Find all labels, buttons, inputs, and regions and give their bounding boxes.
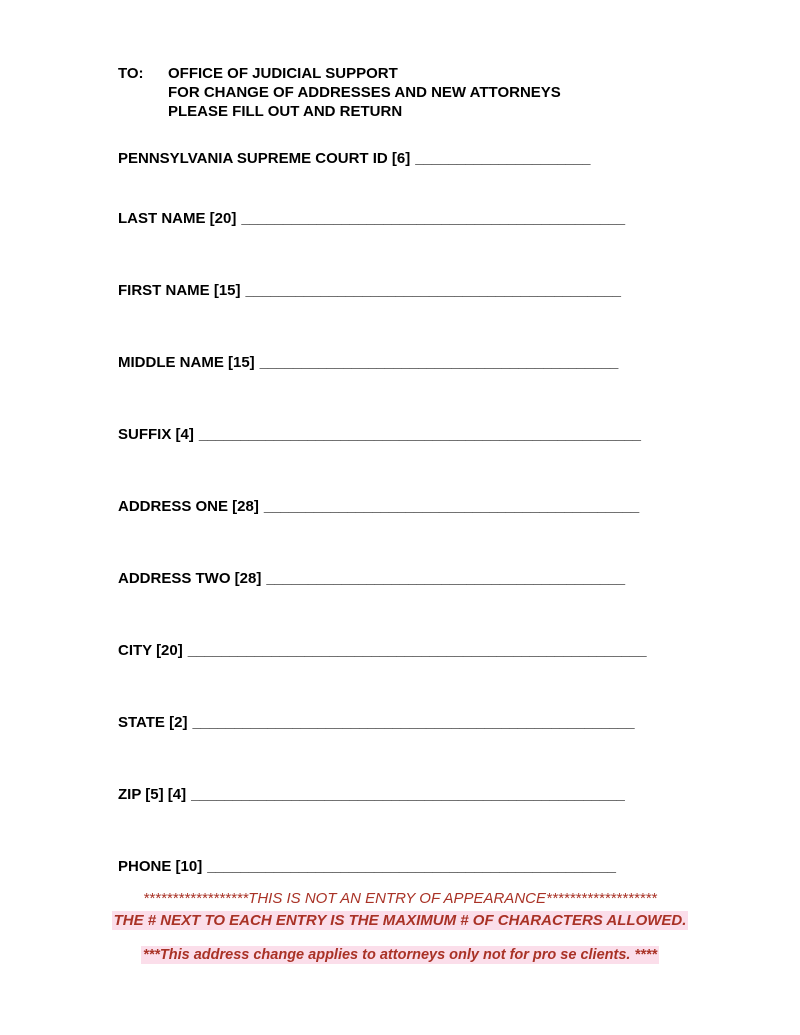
field-row-middle-name — [118, 353, 745, 372]
field-label-phone: PHONE [10] — [118, 858, 203, 875]
field-blank-address-two: ___________________________________________ — [266, 570, 626, 587]
field-row-address-one — [118, 497, 745, 516]
notice-attorneys-only — [0, 946, 800, 965]
field-blank-city: _______________________________________________________ — [187, 642, 647, 659]
field-blank-address-one: _____________________________________________ — [263, 498, 640, 515]
notice-attorneys-only-text: ***This address change applies to attorneys only not for pro se clients. **** — [142, 947, 658, 963]
field-row-supreme-court-id — [118, 149, 745, 168]
field-blank-middle-name: ___________________________________________ — [259, 354, 619, 371]
field-blank-last-name: ______________________________________________ — [241, 210, 626, 227]
field-label-supreme-court-id: PENNSYLVANIA SUPREME COURT ID [6] — [118, 150, 411, 167]
header-line-3: PLEASE FILL OUT AND RETURN — [168, 103, 403, 120]
field-row-suffix — [118, 425, 745, 444]
to-label: TO: — [118, 65, 144, 82]
field-blank-first-name: _____________________________________________ — [245, 282, 621, 299]
form-footer — [0, 889, 800, 965]
header-line-2: FOR CHANGE OF ADDRESSES AND NEW ATTORNEYS — [168, 84, 561, 101]
field-blank-supreme-court-id: _____________________ — [415, 150, 591, 167]
field-row-first-name — [118, 281, 745, 300]
field-row-phone — [118, 857, 745, 876]
header-lines — [168, 64, 561, 121]
notice-max-characters — [0, 911, 800, 930]
form-header — [118, 64, 745, 121]
field-label-state: STATE [2] — [118, 714, 188, 731]
field-row-address-two — [118, 569, 745, 588]
field-row-state — [118, 713, 745, 732]
field-label-address-one: ADDRESS ONE [28] — [118, 498, 259, 515]
field-blank-phone: _________________________________________________ — [207, 858, 616, 875]
field-label-suffix: SUFFIX [4] — [118, 426, 194, 443]
notice-max-characters-text: THE # NEXT TO EACH ENTRY IS THE MAXIMUM # OF CHARACTERS ALLOWED. — [113, 912, 687, 929]
field-row-zip — [118, 785, 745, 804]
header-line-1: OFFICE OF JUDICIAL SUPPORT — [168, 65, 398, 82]
field-label-address-two: ADDRESS TWO [28] — [118, 570, 262, 587]
field-blank-zip: ____________________________________________________ — [191, 786, 625, 803]
field-row-city — [118, 641, 745, 660]
field-blank-suffix: _____________________________________________________ — [198, 426, 641, 443]
notice-not-entry-of-appearance: ******************THIS IS NOT AN ENTRY OF APPEARANCE******************* — [143, 890, 657, 907]
field-blank-state: _____________________________________________________ — [192, 714, 635, 731]
field-label-zip: ZIP [5] [4] — [118, 786, 187, 803]
field-label-middle-name: MIDDLE NAME [15] — [118, 354, 255, 371]
field-row-last-name — [118, 209, 745, 228]
field-label-first-name: FIRST NAME [15] — [118, 282, 241, 299]
field-label-city: CITY [20] — [118, 642, 183, 659]
field-label-last-name: LAST NAME [20] — [118, 210, 237, 227]
